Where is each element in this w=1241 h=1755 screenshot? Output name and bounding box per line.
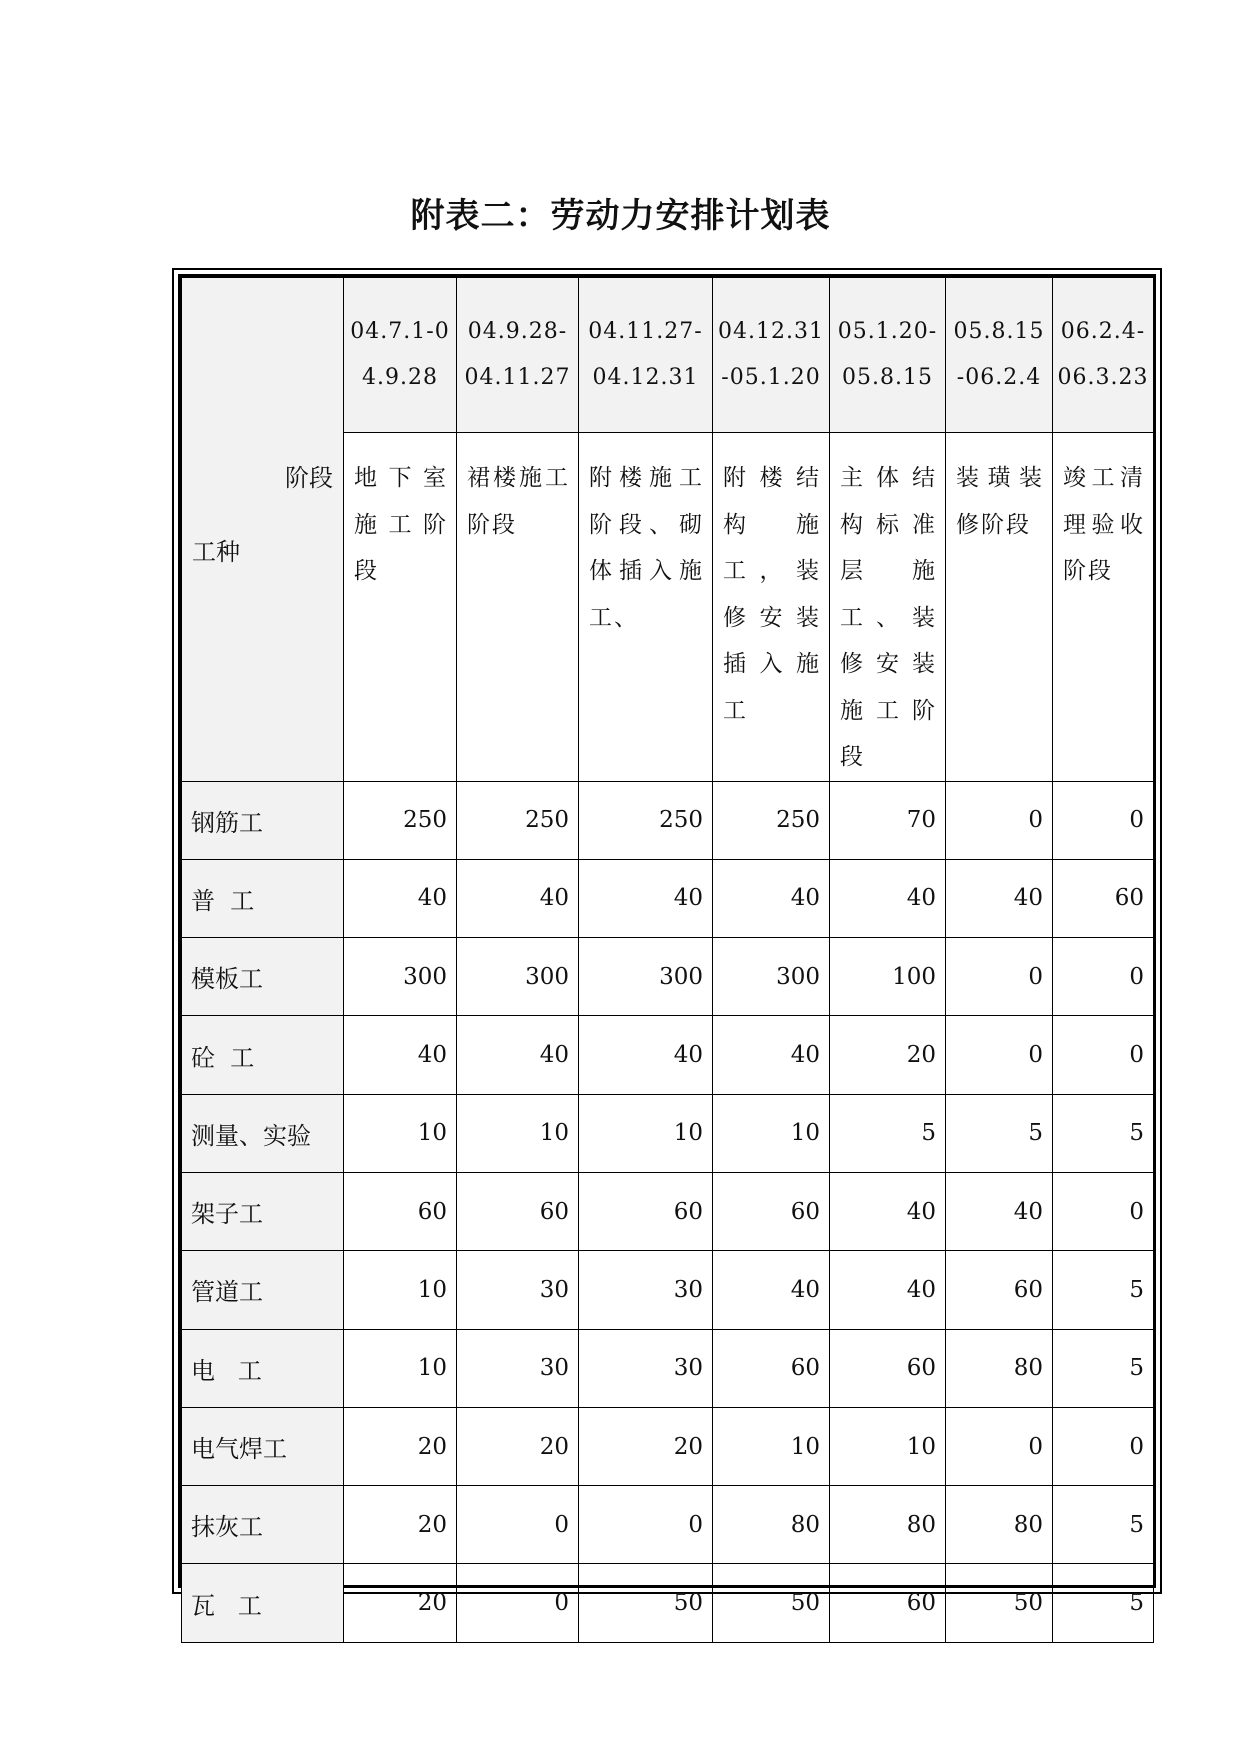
- headcount-cell: 40: [713, 1016, 830, 1094]
- date-cell: 04.12.31-05.1.20: [713, 278, 830, 433]
- headcount-cell: 40: [344, 1016, 457, 1094]
- headcount-cell: 250: [713, 781, 830, 859]
- headcount-cell: 100: [830, 938, 946, 1016]
- headcount-cell: 300: [713, 938, 830, 1016]
- date-cell: 05.8.15-06.2.4: [946, 278, 1053, 433]
- table-row: [182, 1172, 1154, 1250]
- worker-type-cell: 电气焊工: [182, 1407, 344, 1485]
- table-row: [182, 781, 1154, 859]
- date-cell: 05.1.20-05.8.15: [830, 278, 946, 433]
- headcount-cell: 30: [457, 1251, 579, 1329]
- headcount-cell: 80: [946, 1329, 1053, 1407]
- date-cell: 04.11.27-04.12.31: [579, 278, 713, 433]
- headcount-cell: 40: [830, 1172, 946, 1250]
- worker-type-cell: 普 工: [182, 859, 344, 937]
- headcount-cell: 40: [344, 859, 457, 937]
- table-row: [182, 1251, 1154, 1329]
- headcount-cell: 5: [946, 1094, 1053, 1172]
- phase-cell: 主体结构标准层施工、装修安装施工阶段: [830, 433, 946, 782]
- worker-type-cell: 砼 工: [182, 1016, 344, 1094]
- headcount-cell: 5: [1053, 1094, 1154, 1172]
- headcount-cell: 40: [713, 1251, 830, 1329]
- corner-stage-label: 阶段: [285, 464, 333, 492]
- headcount-cell: 40: [457, 1016, 579, 1094]
- headcount-cell: 60: [830, 1329, 946, 1407]
- table-row: [182, 1486, 1154, 1564]
- headcount-cell: 0: [1053, 1172, 1154, 1250]
- headcount-cell: 60: [579, 1172, 713, 1250]
- headcount-cell: 30: [457, 1329, 579, 1407]
- header-date-row: [182, 278, 1154, 433]
- worker-type-cell: 模板工: [182, 938, 344, 1016]
- phase-cell: 地下室施工阶段: [344, 433, 457, 782]
- phase-cell: 装璜装修阶段: [946, 433, 1053, 782]
- worker-type-cell: 架子工: [182, 1172, 344, 1250]
- headcount-cell: 250: [457, 781, 579, 859]
- table-row: [182, 938, 1154, 1016]
- headcount-cell: 10: [457, 1094, 579, 1172]
- table-row: [182, 859, 1154, 937]
- worker-type-cell: 测量、实验: [182, 1094, 344, 1172]
- date-cell: 04.9.28-04.11.27: [457, 278, 579, 433]
- headcount-cell: 10: [344, 1329, 457, 1407]
- headcount-cell: 0: [946, 1407, 1053, 1485]
- date-cell: 04.7.1-04.9.28: [344, 278, 457, 433]
- corner-worker-label: 工种: [192, 538, 240, 566]
- headcount-cell: 300: [457, 938, 579, 1016]
- headcount-cell: 10: [344, 1251, 457, 1329]
- phase-cell: 裙楼施工阶段: [457, 433, 579, 782]
- headcount-cell: 30: [579, 1329, 713, 1407]
- headcount-cell: 0: [946, 1016, 1053, 1094]
- labor-plan-table: [181, 277, 1154, 1643]
- headcount-cell: 20: [344, 1407, 457, 1485]
- headcount-cell: 0: [1053, 1016, 1154, 1094]
- headcount-cell: 20: [579, 1407, 713, 1485]
- headcount-cell: 250: [579, 781, 713, 859]
- headcount-cell: 70: [830, 781, 946, 859]
- headcount-cell: 0: [457, 1564, 579, 1642]
- headcount-cell: 40: [946, 1172, 1053, 1250]
- headcount-cell: 40: [579, 1016, 713, 1094]
- phase-cell: 附楼施工阶段、砌体插入施工、: [579, 433, 713, 782]
- header-corner-cell: [182, 278, 344, 782]
- headcount-cell: 40: [946, 859, 1053, 937]
- headcount-cell: 20: [457, 1407, 579, 1485]
- headcount-cell: 300: [344, 938, 457, 1016]
- headcount-cell: 40: [457, 859, 579, 937]
- headcount-cell: 60: [946, 1251, 1053, 1329]
- headcount-cell: 10: [830, 1407, 946, 1485]
- headcount-cell: 10: [713, 1407, 830, 1485]
- headcount-cell: 80: [946, 1486, 1053, 1564]
- headcount-cell: 5: [1053, 1251, 1154, 1329]
- headcount-cell: 0: [946, 781, 1053, 859]
- headcount-cell: 300: [579, 938, 713, 1016]
- headcount-cell: 50: [713, 1564, 830, 1642]
- page-title: 附表二：劳动力安排计划表: [410, 196, 831, 236]
- table-row: [182, 1016, 1154, 1094]
- worker-type-cell: 管道工: [182, 1251, 344, 1329]
- headcount-cell: 40: [830, 1251, 946, 1329]
- headcount-cell: 5: [830, 1094, 946, 1172]
- headcount-cell: 60: [1053, 859, 1154, 937]
- headcount-cell: 5: [1053, 1564, 1154, 1642]
- worker-type-cell: 瓦 工: [182, 1564, 344, 1642]
- date-cell: 06.2.4-06.3.23: [1053, 278, 1154, 433]
- headcount-cell: 50: [579, 1564, 713, 1642]
- headcount-cell: 0: [1053, 781, 1154, 859]
- headcount-cell: 80: [830, 1486, 946, 1564]
- headcount-cell: 0: [1053, 938, 1154, 1016]
- headcount-cell: 0: [946, 938, 1053, 1016]
- worker-type-cell: 抹灰工: [182, 1486, 344, 1564]
- headcount-cell: 10: [344, 1094, 457, 1172]
- worker-type-cell: 电 工: [182, 1329, 344, 1407]
- headcount-cell: 5: [1053, 1486, 1154, 1564]
- phase-cell: 附楼结构施工，装修安装插入施工: [713, 433, 830, 782]
- headcount-cell: 60: [457, 1172, 579, 1250]
- headcount-cell: 60: [713, 1172, 830, 1250]
- phase-cell: 竣工清理验收阶段: [1053, 433, 1154, 782]
- headcount-cell: 0: [579, 1486, 713, 1564]
- headcount-cell: 20: [344, 1486, 457, 1564]
- headcount-cell: 40: [579, 859, 713, 937]
- table-row: [182, 1094, 1154, 1172]
- headcount-cell: 0: [1053, 1407, 1154, 1485]
- headcount-cell: 80: [713, 1486, 830, 1564]
- headcount-cell: 20: [344, 1564, 457, 1642]
- headcount-cell: 0: [457, 1486, 579, 1564]
- headcount-cell: 50: [946, 1564, 1053, 1642]
- headcount-cell: 30: [579, 1251, 713, 1329]
- headcount-cell: 20: [830, 1016, 946, 1094]
- table-row: [182, 1407, 1154, 1485]
- worker-type-cell: 钢筋工: [182, 781, 344, 859]
- headcount-cell: 10: [713, 1094, 830, 1172]
- table-row: [182, 1564, 1154, 1642]
- table-row: [182, 1329, 1154, 1407]
- headcount-cell: 250: [344, 781, 457, 859]
- headcount-cell: 60: [830, 1564, 946, 1642]
- headcount-cell: 40: [713, 859, 830, 937]
- headcount-cell: 60: [344, 1172, 457, 1250]
- headcount-cell: 40: [830, 859, 946, 937]
- headcount-cell: 60: [713, 1329, 830, 1407]
- headcount-cell: 5: [1053, 1329, 1154, 1407]
- headcount-cell: 10: [579, 1094, 713, 1172]
